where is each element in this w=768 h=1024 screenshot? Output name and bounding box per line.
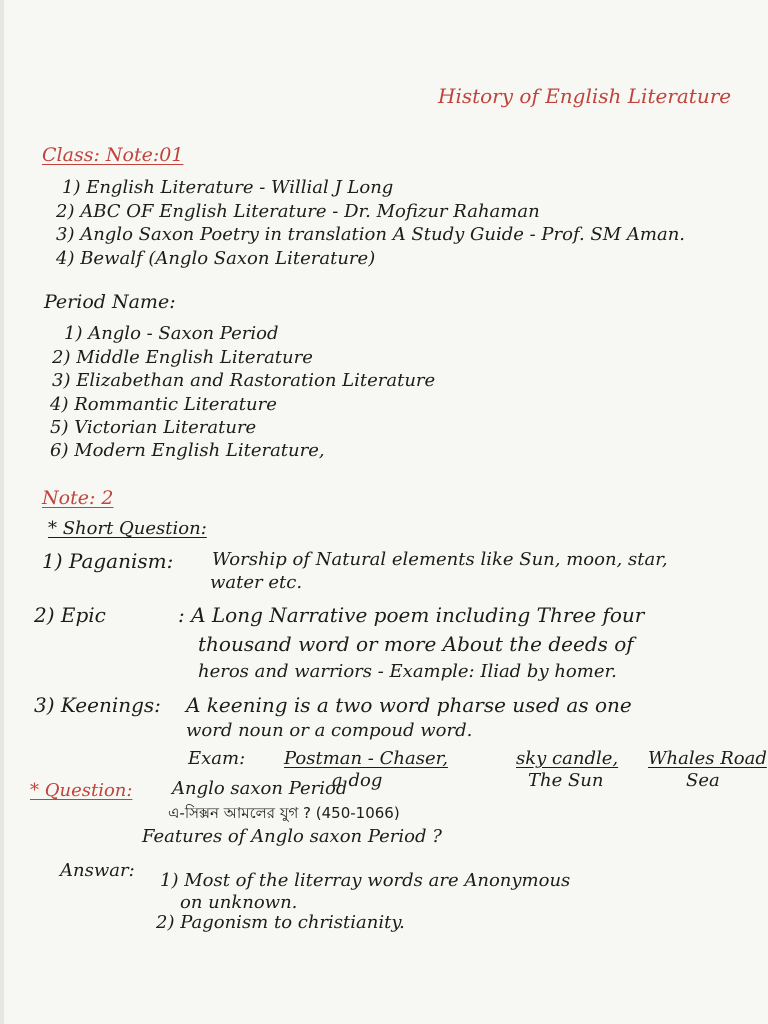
example-meaning: Sea (686, 770, 720, 791)
book-item: 1) English Literature - Willial J Long (62, 177, 394, 198)
question-text: Features of Anglo saxon Period ? (142, 826, 442, 847)
example-term: sky candle, (516, 748, 619, 769)
period-item: 6) Modern English Literature, (50, 440, 325, 461)
period-heading: Period Name: (44, 291, 176, 313)
note2-heading: Note: 2 (42, 487, 114, 509)
class-note-heading: Class: Note:01 (42, 144, 184, 166)
period-item: 3) Elizabethan and Rastoration Literature (52, 370, 436, 391)
question-text: Anglo saxon Period (172, 778, 348, 799)
paganism-definition: Worship of Natural elements like Sun, moon, star, (212, 549, 668, 570)
epic-term: 2) Epic (34, 603, 106, 627)
page-edge (0, 0, 4, 1024)
paganism-definition: water etc. (210, 572, 303, 593)
exam-label: Exam: (188, 748, 246, 769)
answer-item: on unknown. (180, 892, 298, 913)
example-term: Whales Road (648, 748, 767, 769)
period-item: 2) Middle English Literature (52, 347, 313, 368)
page-title: History of English Literature (438, 84, 732, 108)
book-item: 2) ABC OF English Literature - Dr. Mofizur Rahaman (56, 201, 540, 222)
paganism-term: 1) Paganism: (42, 549, 174, 573)
question-bengali: এ-সিক্সন আমলের যুগ ? (450-1066) (168, 804, 400, 822)
example-meaning: a dog (332, 770, 383, 791)
keenings-definition: word noun or a compoud word. (186, 720, 473, 741)
period-item: 5) Victorian Literature (50, 417, 257, 438)
short-question-heading: * Short Question: (48, 518, 207, 539)
answer-item: 1) Most of the literray words are Anonymous (160, 870, 571, 891)
answer-item: 2) Pagonism to christianity. (156, 912, 405, 933)
answer-label: Answar: (60, 860, 135, 881)
example-term: Postman - Chaser, (284, 748, 448, 769)
period-item: 1) Anglo - Saxon Period (64, 323, 279, 344)
example-meaning: The Sun (528, 770, 604, 791)
epic-definition: : A Long Narrative poem including Three four (178, 603, 645, 627)
epic-definition: thousand word or more About the deeds of (198, 632, 634, 656)
keenings-term: 3) Keenings: (34, 693, 161, 717)
question-label: * Question: (30, 780, 133, 801)
book-item: 4) Bewalf (Anglo Saxon Literature) (56, 248, 376, 269)
book-item: 3) Anglo Saxon Poetry in translation A Study Guide - Prof. SM Aman. (56, 224, 686, 245)
epic-definition: heros and warriors - Example: Iliad by homer. (198, 661, 617, 682)
period-item: 4) Rommantic Literature (50, 394, 277, 415)
keenings-definition: A keening is a two word pharse used as one (186, 693, 632, 717)
